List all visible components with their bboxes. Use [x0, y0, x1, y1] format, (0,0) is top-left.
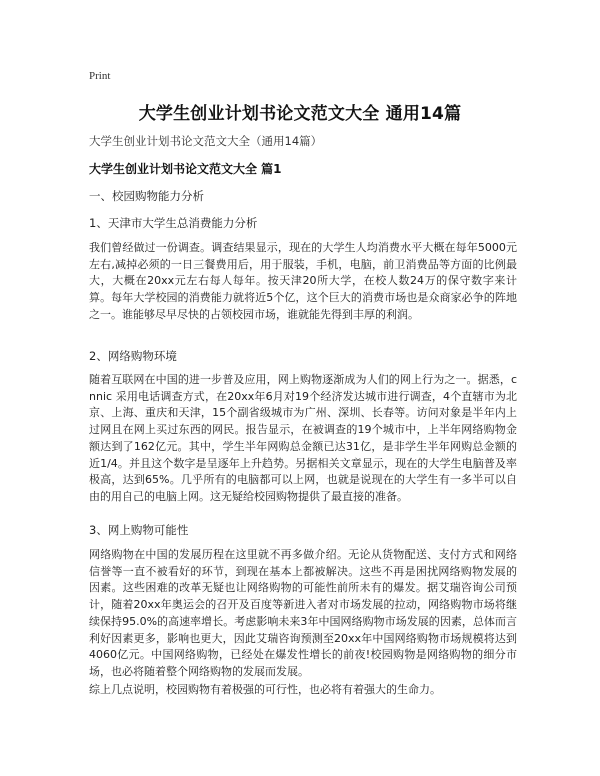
section-title: 大学生创业计划书论文范文大全 篇1 — [89, 162, 282, 176]
print-label: Print — [89, 70, 111, 82]
heading-online-shopping-feasibility: 3、网上购物可能性 — [89, 523, 189, 537]
document-subtitle: 大学生创业计划书论文范文大全（通用14篇） — [89, 134, 323, 148]
heading-capacity-analysis: 一、校园购物能力分析 — [89, 189, 204, 203]
heading-tianjin-consumption: 1、天津市大学生总消费能力分析 — [89, 216, 258, 230]
paragraph-tianjin-consumption: 我们曾经做过一份调查。调查结果显示，现在的大学生人均消费水平大概在每年5000元左右,减掉必须的一日三餐费用后，用于服装，手机，电脑，前卫消费品等方面的比例最大，大概在20xx元左右每人每年。按天津20所大学，在校人数24万的保守数字来计算。每年大学校园的消费能力就将近5个亿，这个巨大的消费市场也是众商家必争的阵地之一。谁能够尽早尽快的占领校园市场，谁就能先得到丰厚的利润。 — [89, 241, 517, 321]
heading-online-shopping-environment: 2、网络购物环境 — [89, 349, 177, 363]
paragraph-online-shopping-environment: 随着互联网在中国的进一步普及应用，网上购物逐渐成为人们的网上行为之一。据悉，cnnic 采用电话调查方式，在20xx年6月对19个经济发达城市进行调查，4个直辖市为北京、上海、重庆和天津，15个副省级城市为广州、深圳、长春等。访问对象是半年内上过网且在网上买过东西的网民。报告显示，在被调查的19个城市中，上半年网络购物金额达到了162亿元。其中，学生半年网购总金额已达31亿，是非学生半年网购总金额的近1/4。并且这个数字是呈逐年上升趋势。另据相关文章显示，现在的大学生电脑普及率极高，达到65%。几乎所有的电脑都可以上网，也就是说现在的大学生有一多半可以自由的用自己的电脑上网。这无疑给校园购物提供了最直接的准备。 — [89, 373, 517, 503]
paragraph-online-shopping-feasibility: 网络购物在中国的发展历程在这里就不再多做介绍。无论从货物配送、支付方式和网络信誉等一直不被看好的环节，到现在基本上都被解决。这些不再是困扰网络购物发展的因素。这些困难的改革无疑也让网络购物的可能性前所未有的爆发。据艾瑞咨询公司预计，随着20xx年奥运会的召开及百度等新进入者对市场发展的拉动，网络购物市场将继续保持95.0%的高速率增长。考虑影响未来3年中国网络购物市场发展的因素，总体而言利好因素更多，影响也更大，因此艾瑞咨询预测至20xx年中国网络购物市场规模将达到4060亿元。中国网络购物，已经处在爆发性增长的前夜!校园购物是网络购物的细分市场，也必将随着整个网络购物的发展而发展。 — [89, 548, 517, 678]
paragraph-conclusion: 综上几点说明，校园购物有着极强的可行性，也必将有着强大的生命力。 — [89, 683, 441, 696]
document-title: 大学生创业计划书论文范文大全 通用14篇 — [138, 104, 462, 124]
